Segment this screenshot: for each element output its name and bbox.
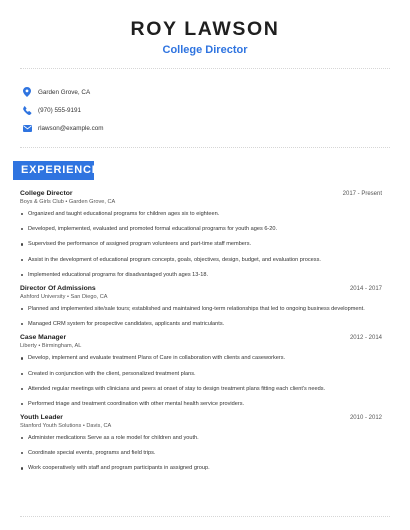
job-bullets xyxy=(20,305,382,328)
bullet-item: Administer medications Serve as a role model for children and youth. xyxy=(28,434,382,442)
email-icon xyxy=(22,123,32,133)
footer-divider xyxy=(20,516,390,517)
bullet-item: Attended regular meetings with clinicians and peers at onset of stay to design treatment plans fitting each client's needs. xyxy=(28,385,382,393)
candidate-title: College Director xyxy=(162,44,248,56)
bullet-item: Assist in the development of educational program concepts, goals, objectives, design, budget, and evaluation process. xyxy=(28,256,382,264)
bullet-item: Developed, implemented, evaluated and promoted formal educational programs for youth ages 6-20. xyxy=(28,225,382,233)
job-entry xyxy=(20,414,382,472)
separator-dot: • xyxy=(38,343,42,350)
contact-phone xyxy=(22,101,104,119)
job-location: Davis, CA xyxy=(86,423,112,430)
job-company-line xyxy=(20,294,382,300)
location-text: Garden Grove, CA xyxy=(38,88,91,96)
contact-divider xyxy=(20,147,390,148)
location-pin-icon xyxy=(22,87,32,97)
bullet-item: Planned and implemented site/sale tours; established and maintained long-term relationships that led to ongoing business development. xyxy=(28,305,382,313)
job-location: Garden Grove, CA xyxy=(68,199,116,205)
candidate-name: ROY LAWSON xyxy=(130,18,280,40)
experience-list xyxy=(20,190,382,480)
contact-location xyxy=(22,83,104,101)
job-bullets xyxy=(20,210,382,279)
resume-header xyxy=(0,0,410,57)
job-location: San Diego, CA xyxy=(70,293,108,300)
job-company-line xyxy=(20,199,382,205)
job-dates: 2012 - 2014 xyxy=(349,335,382,342)
job-entry xyxy=(20,334,382,408)
bullet-item: Work cooperatively with staff and program participants in assigned group. xyxy=(28,464,382,472)
job-bullets xyxy=(20,354,382,408)
bullet-item: Created in conjunction with the client, personalized treatment plans. xyxy=(28,370,382,378)
separator-dot: • xyxy=(65,199,69,205)
job-bullets xyxy=(20,434,382,472)
phone-icon xyxy=(22,105,32,115)
bullet-item: Supervised the performance of assigned program volunteers and part-time staff members. xyxy=(28,240,382,248)
contact-list xyxy=(22,83,104,137)
job-company-line xyxy=(20,343,382,349)
separator-dot: • xyxy=(82,423,87,430)
job-dates: 2017 - Present xyxy=(342,191,382,197)
job-title: Case Manager xyxy=(20,334,67,342)
job-company: Stanford Youth Solutions xyxy=(20,423,82,430)
separator-dot: • xyxy=(66,293,71,300)
bullet-item: Develop, implement and evaluate treatment Plans of Care in collaboration with clients and caseworkers. xyxy=(28,354,382,362)
job-dates: 2014 - 2017 xyxy=(349,285,382,292)
job-company: Boys & Girls Club xyxy=(20,199,64,205)
job-company: Liberty xyxy=(20,343,37,350)
job-entry xyxy=(20,190,382,279)
bullet-item: Managed CRM system for prospective candidates, applicants and matriculants. xyxy=(28,320,382,328)
experience-section-heading: EXPERIENCE xyxy=(13,161,94,180)
job-company: Ashford University xyxy=(20,293,66,300)
job-company-line xyxy=(20,423,382,429)
phone-text: (970) 555-9191 xyxy=(38,106,82,114)
job-dates: 2010 - 2012 xyxy=(349,415,382,422)
job-location: Birmingham, AL xyxy=(41,343,82,350)
job-entry xyxy=(20,285,382,328)
bullet-item: Coordinate special events, programs and field trips. xyxy=(28,449,382,457)
bullet-item: Performed triage and treatment coordination with other mental health service providers. xyxy=(28,400,382,408)
job-title: College Director xyxy=(20,190,73,197)
job-title: Youth Leader xyxy=(20,414,63,422)
contact-email xyxy=(22,119,104,137)
email-text[interactable]: rlawson@example.com xyxy=(38,124,104,132)
header-divider xyxy=(20,68,390,69)
bullet-item: Organized and taught educational programs for children ages six to eighteen. xyxy=(28,210,382,218)
job-title: Director Of Admissions xyxy=(20,284,96,292)
bullet-item: Implemented educational programs for disadvantaged youth ages 13-18. xyxy=(28,271,382,279)
